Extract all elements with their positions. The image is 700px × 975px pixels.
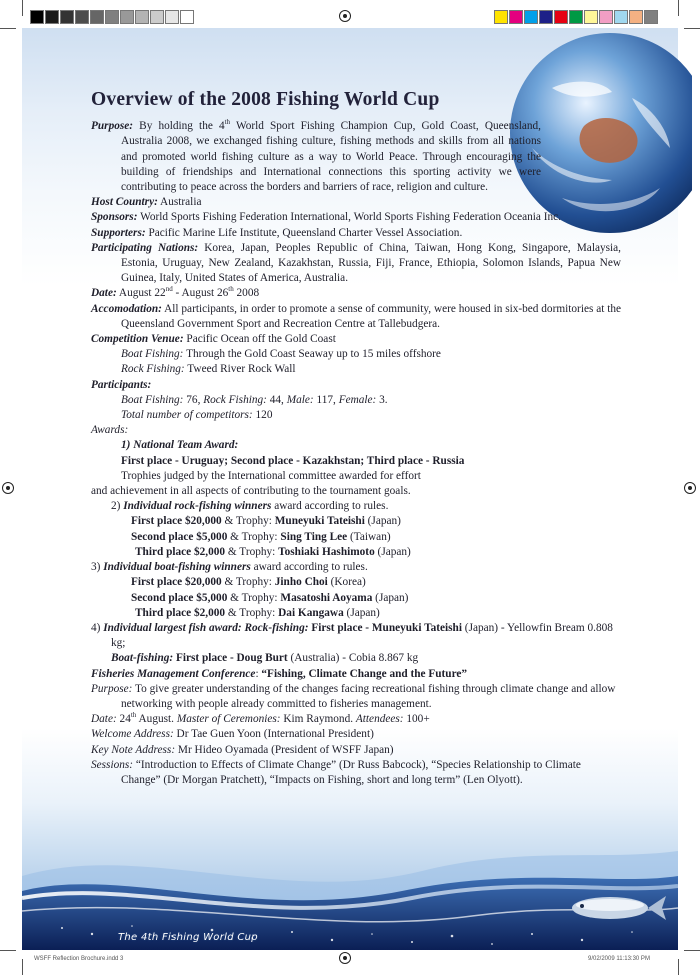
color-swatch — [165, 10, 179, 24]
crop-mark — [678, 0, 679, 16]
registration-mark-left — [2, 482, 14, 494]
rock-winners-list — [91, 514, 621, 560]
conference-date-line: Date: 24th August. Master of Ceremonies: Kim Raymond. Attendees: 100+ — [91, 711, 430, 726]
brand-caption: The 4th Fishing World Cup — [118, 932, 258, 943]
color-swatch — [599, 10, 613, 24]
page-title: Overview of the 2008 Fishing World Cup — [91, 89, 440, 110]
color-swatch — [524, 10, 538, 24]
color-swatch — [180, 10, 194, 24]
participating-nations: Participating Nations: Korea, Japan, Peoples Republic of China, Taiwan, Hong Kong, Singapore, Malaysia, Estonia, Uruguay, New Zealand, Kazakhstan, Russia, Fiji, France, Ethiopia, Solomon Islands, Papua New Guinea, Italy, United States of America, Australia. — [91, 241, 621, 285]
color-swatch — [539, 10, 553, 24]
color-swatch — [135, 10, 149, 24]
award-place-row: First place $20,000 & Trophy: Jinho Choi (Korea) — [131, 576, 366, 589]
supporters: Supporters: Pacific Marine Life Institute, Queensland Charter Vessel Association. — [91, 226, 463, 239]
participants-heading: Participants: — [91, 378, 152, 391]
color-swatch — [614, 10, 628, 24]
crop-mark — [684, 950, 700, 951]
team-award-note: Trophies judged by the International committee awarded for effort — [121, 469, 421, 482]
registration-mark-top — [339, 10, 351, 22]
registration-mark-bottom — [339, 952, 351, 964]
team-award-result: First place - Uruguay; Second place - Kazakhstan; Third place - Russia — [121, 454, 465, 467]
award-place-row: Third place $2,000 & Trophy: Dai Kangawa (Japan) — [135, 606, 380, 619]
keynote-address: Key Note Address: Mr Hideo Oyamada (President of WSFF Japan) — [91, 743, 394, 756]
color-swatch — [30, 10, 44, 24]
crop-mark — [678, 959, 679, 975]
venue-rock-fishing: Rock Fishing: Tweed River Rock Wall — [121, 363, 296, 376]
boat-winners-list — [91, 575, 621, 621]
team-award-title: 1) National Team Award: — [121, 439, 239, 452]
footer-timestamp: 9/02/2009 11:13:30 PM — [588, 956, 650, 962]
color-swatch — [105, 10, 119, 24]
welcome-address: Welcome Address: Dr Tae Guen Yoon (International President) — [91, 728, 374, 741]
color-swatch — [629, 10, 643, 24]
venue-boat-fishing: Boat Fishing: Through the Gold Coast Seaway up to 15 miles offshore — [121, 348, 441, 361]
color-swatch — [90, 10, 104, 24]
footer-filename: WSFF Reflection Brochure.indd 3 — [34, 956, 124, 962]
boat-winners-title: 3) Individual boat-fishing winners award according to rules. — [91, 561, 368, 574]
largest-fish-boat: Boat-fishing: First place - Doug Burt (Australia) - Cobia 8.867 kg — [111, 652, 419, 665]
award-place-row: Second place $5,000 & Trophy: Masatoshi Aoyama (Japan) — [131, 591, 409, 604]
crop-mark — [22, 0, 23, 16]
competition-venue: Competition Venue: Pacific Ocean off the Gold Coast — [91, 333, 336, 346]
color-swatch — [584, 10, 598, 24]
participants-total: Total number of competitors: 120 — [121, 409, 273, 422]
registration-mark-right — [684, 482, 696, 494]
crop-mark — [0, 950, 16, 951]
color-swatch — [569, 10, 583, 24]
color-swatch — [75, 10, 89, 24]
award-place-row: First place $20,000 & Trophy: Muneyuki Tateishi (Japan) — [131, 515, 401, 528]
color-swatch — [60, 10, 74, 24]
host-country: Host Country: Australia — [91, 196, 202, 209]
award-place-row: Third place $2,000 & Trophy: Toshiaki Hashimoto (Japan) — [135, 545, 411, 558]
accommodation: Accomodation: All participants, in order to promote a sense of community, were housed in six-bed dormitories at the Queensland Government Sport and Recreation Centre at Tallebudgera. — [91, 302, 621, 330]
awards-heading: Awards: — [91, 424, 129, 437]
conference-purpose: Purpose: To give greater understanding of the changes facing recreational fishing through climate change and allow networking with people already committed to fisheries management. — [91, 682, 616, 710]
color-swatch — [120, 10, 134, 24]
sponsors: Sponsors: World Sports Fishing Federation International, World Sports Fishing Federation Oceania Inc. — [91, 211, 562, 224]
purpose-paragraph: Purpose: By holding the 4th World Sport Fishing Champion Cup, Gold Coast, Queensland, Australia 2008, we exchanged fishing culture, fishing methods and skills from all nations and promoted world fishing culture as a way to World Peace. Through encouraging the building of friendships and International connections this sporting activity we were contributing to peace across the borders and barriers of race, religion and culture. — [91, 118, 541, 194]
conference-heading: Fisheries Management Conference: “Fishing, Climate Change and the Future” — [91, 667, 468, 680]
team-award-note-continued: and achievement in all aspects of contributing to the tournament goals. — [91, 485, 411, 498]
overview-content — [91, 89, 621, 788]
largest-fish-award: 4) Individual largest fish award: Rock-fishing: First place - Muneyuki Tateishi (Japan) - Yellowfin Bream 0.808 kg; — [91, 621, 613, 650]
color-swatch — [150, 10, 164, 24]
color-swatch — [554, 10, 568, 24]
color-swatch — [45, 10, 59, 24]
color-swatch — [644, 10, 658, 24]
crop-mark — [22, 959, 23, 975]
event-date: Date: August 22nd - August 26th 2008 — [91, 285, 260, 300]
crop-mark — [0, 28, 16, 29]
rock-winners-title: 2) Individual rock-fishing winners award according to rules. — [111, 500, 389, 513]
color-swatch — [509, 10, 523, 24]
color-swatch — [494, 10, 508, 24]
grayscale-color-bar — [30, 10, 195, 24]
participants-counts: Boat Fishing: 76, Rock Fishing: 44, Male: 117, Female: 3. — [121, 393, 388, 406]
cmyk-color-bar — [494, 10, 659, 24]
conference-sessions: Sessions: “Introduction to Effects of Climate Change” (Dr Russ Babcock), “Species Relationship to Climate Change” (Dr Morgan Pratchett), “Impacts on Fishing, short and long term” (Len Olyott). — [91, 758, 581, 786]
award-place-row: Second place $5,000 & Trophy: Sing Ting Lee (Taiwan) — [131, 530, 391, 543]
